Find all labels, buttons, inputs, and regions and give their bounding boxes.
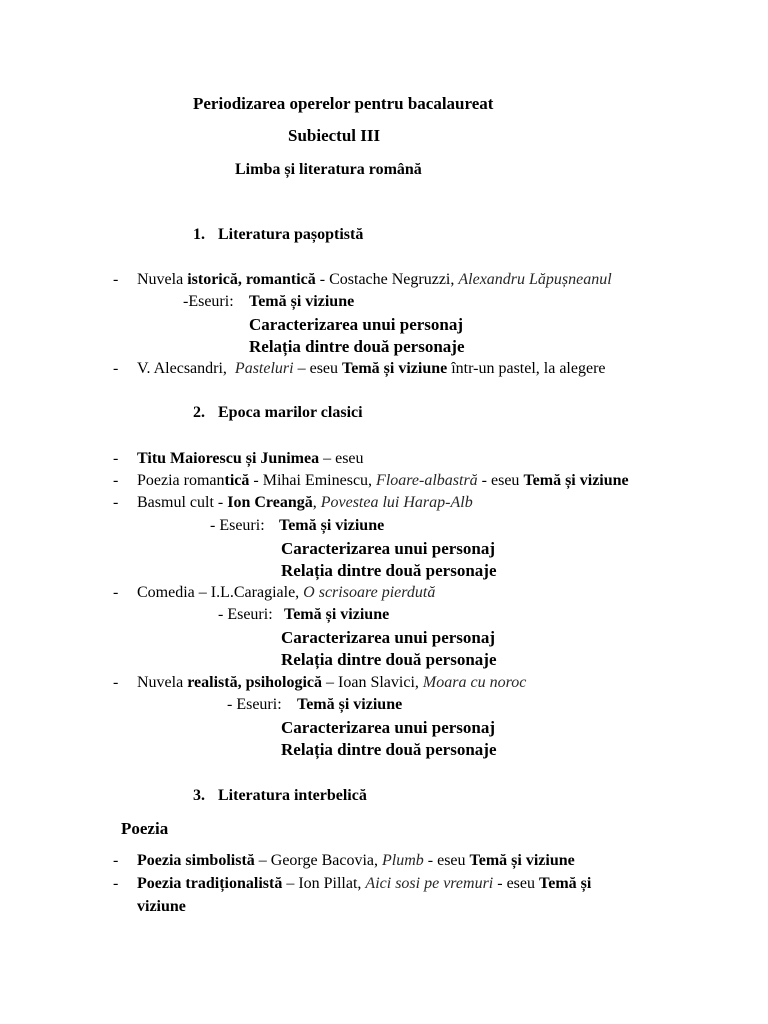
bullet-dash: -	[113, 674, 119, 691]
section-title: Literatura interbelică	[218, 787, 367, 804]
author-name: – Ion Pillat,	[282, 875, 366, 892]
work-title: O scrisoare pierdută	[303, 584, 436, 601]
bullet-dash: -	[113, 584, 119, 601]
list-item-creanga	[113, 493, 473, 513]
essay-caracterizare: Caracterizarea unui personaj	[249, 315, 464, 334]
section-number: 1.	[193, 226, 205, 243]
essay-tema-viziune: Temă și viziune	[297, 696, 403, 713]
section-heading-1	[193, 225, 363, 245]
section-title: Epoca marilor clasici	[218, 404, 363, 421]
list-item-caragiale	[113, 583, 435, 603]
author-name: Titu Maiorescu și Junimea	[137, 450, 320, 467]
work-title: Plumb	[381, 852, 424, 869]
subsection-heading-poezia: Poezia	[121, 819, 169, 838]
work-title: Aici sosi pe vremuri	[365, 875, 494, 892]
connector-text: ,	[312, 494, 321, 511]
genre-label: Poezia tradiționalistă	[137, 875, 283, 892]
essay-relatia: Relația dintre două personaje	[281, 650, 497, 669]
document-title: Periodizarea operelor pentru bacalaureat	[193, 94, 494, 113]
essay-relatia: Relația dintre două personaje	[249, 337, 465, 356]
list-item-alecsandri	[113, 359, 606, 379]
work-title: Povestea lui Harap-Alb	[320, 494, 473, 511]
genre-label: Basmul cult -	[137, 494, 228, 511]
bullet-dash: -	[113, 271, 119, 288]
genre-label-suffix: tică	[224, 472, 250, 489]
essay-tema-viziune: Temă și viziune	[249, 293, 355, 310]
list-item-slavici	[113, 673, 526, 693]
essay-caracterizare: Caracterizarea unui personaj	[281, 628, 496, 647]
essay-caracterizare: Caracterizarea unui personaj	[281, 718, 496, 737]
genre-type: istorică, romantică	[187, 271, 316, 288]
connector-text: – eseu	[293, 360, 343, 377]
section-number: 2.	[193, 404, 205, 421]
genre-label: Nuvela	[137, 271, 188, 288]
essay-type: Temă și viziune	[342, 360, 448, 377]
essay-tema-viziune: Temă și viziune	[284, 606, 390, 623]
essay-relatia: Relația dintre două personaje	[281, 561, 497, 580]
essays-label: - Eseuri:	[227, 696, 282, 713]
document-subject: Subiectul III	[288, 126, 381, 145]
essay-caracterizare: Caracterizarea unui personaj	[281, 539, 496, 558]
list-item-negruzzi	[113, 270, 612, 290]
bullet-dash: -	[113, 450, 119, 467]
essays-label: -Eseuri:	[183, 293, 234, 310]
section-title: Literatura pașoptistă	[218, 226, 364, 243]
connector-text: într-un pastel, la alegere	[447, 360, 606, 377]
genre-label: Nuvela	[137, 674, 188, 691]
section-heading-2	[193, 403, 363, 423]
connector-text: - eseu	[493, 875, 540, 892]
work-title: Moara cu noroc	[422, 674, 527, 691]
author-name: - Costache Negruzzi,	[315, 271, 459, 288]
essay-type: Temă și	[539, 875, 592, 892]
document-discipline: Limba și literatura română	[235, 161, 422, 178]
author-name: – Ioan Slavici,	[322, 674, 423, 691]
list-item-eminescu	[113, 471, 629, 491]
list-item-pillat	[113, 874, 591, 894]
genre-label: Comedia – I.L.Caragiale,	[137, 584, 304, 601]
bullet-dash: -	[113, 472, 119, 489]
section-number: 3.	[193, 787, 205, 804]
essay-type: Temă și viziune	[469, 852, 575, 869]
genre-label: Poezia roman	[137, 472, 225, 489]
work-title: Floare-albastră	[376, 472, 478, 489]
genre-label: Poezia simbolistă	[137, 852, 255, 869]
essays-label: - Eseuri:	[218, 606, 273, 623]
work-title: Alexandru Lăpușneanul	[458, 271, 612, 288]
essay-tema-viziune: Temă și viziune	[279, 517, 385, 534]
connector-text: – eseu	[319, 450, 364, 467]
bullet-dash: -	[113, 494, 119, 511]
connector-text: - eseu	[423, 852, 470, 869]
bullet-dash: -	[113, 852, 119, 869]
bullet-dash: -	[113, 360, 119, 377]
author-name: V. Alecsandri,	[137, 360, 235, 377]
work-title: Pasteluri	[234, 360, 294, 377]
list-item-maiorescu	[113, 449, 364, 469]
essays-label: - Eseuri:	[210, 517, 265, 534]
essay-type-continuation: viziune	[137, 898, 186, 915]
section-heading-3	[193, 786, 367, 806]
essay-type: Temă și viziune	[523, 472, 629, 489]
author-name: Ion Creangă	[227, 494, 313, 511]
author-name: – George Bacovia,	[254, 852, 382, 869]
author-name: - Mihai Eminescu,	[249, 472, 377, 489]
bullet-dash: -	[113, 875, 119, 892]
list-item-bacovia	[113, 851, 575, 871]
genre-type: realistă, psihologică	[187, 674, 323, 691]
essay-relatia: Relația dintre două personaje	[281, 740, 497, 759]
connector-text: - eseu	[477, 472, 524, 489]
